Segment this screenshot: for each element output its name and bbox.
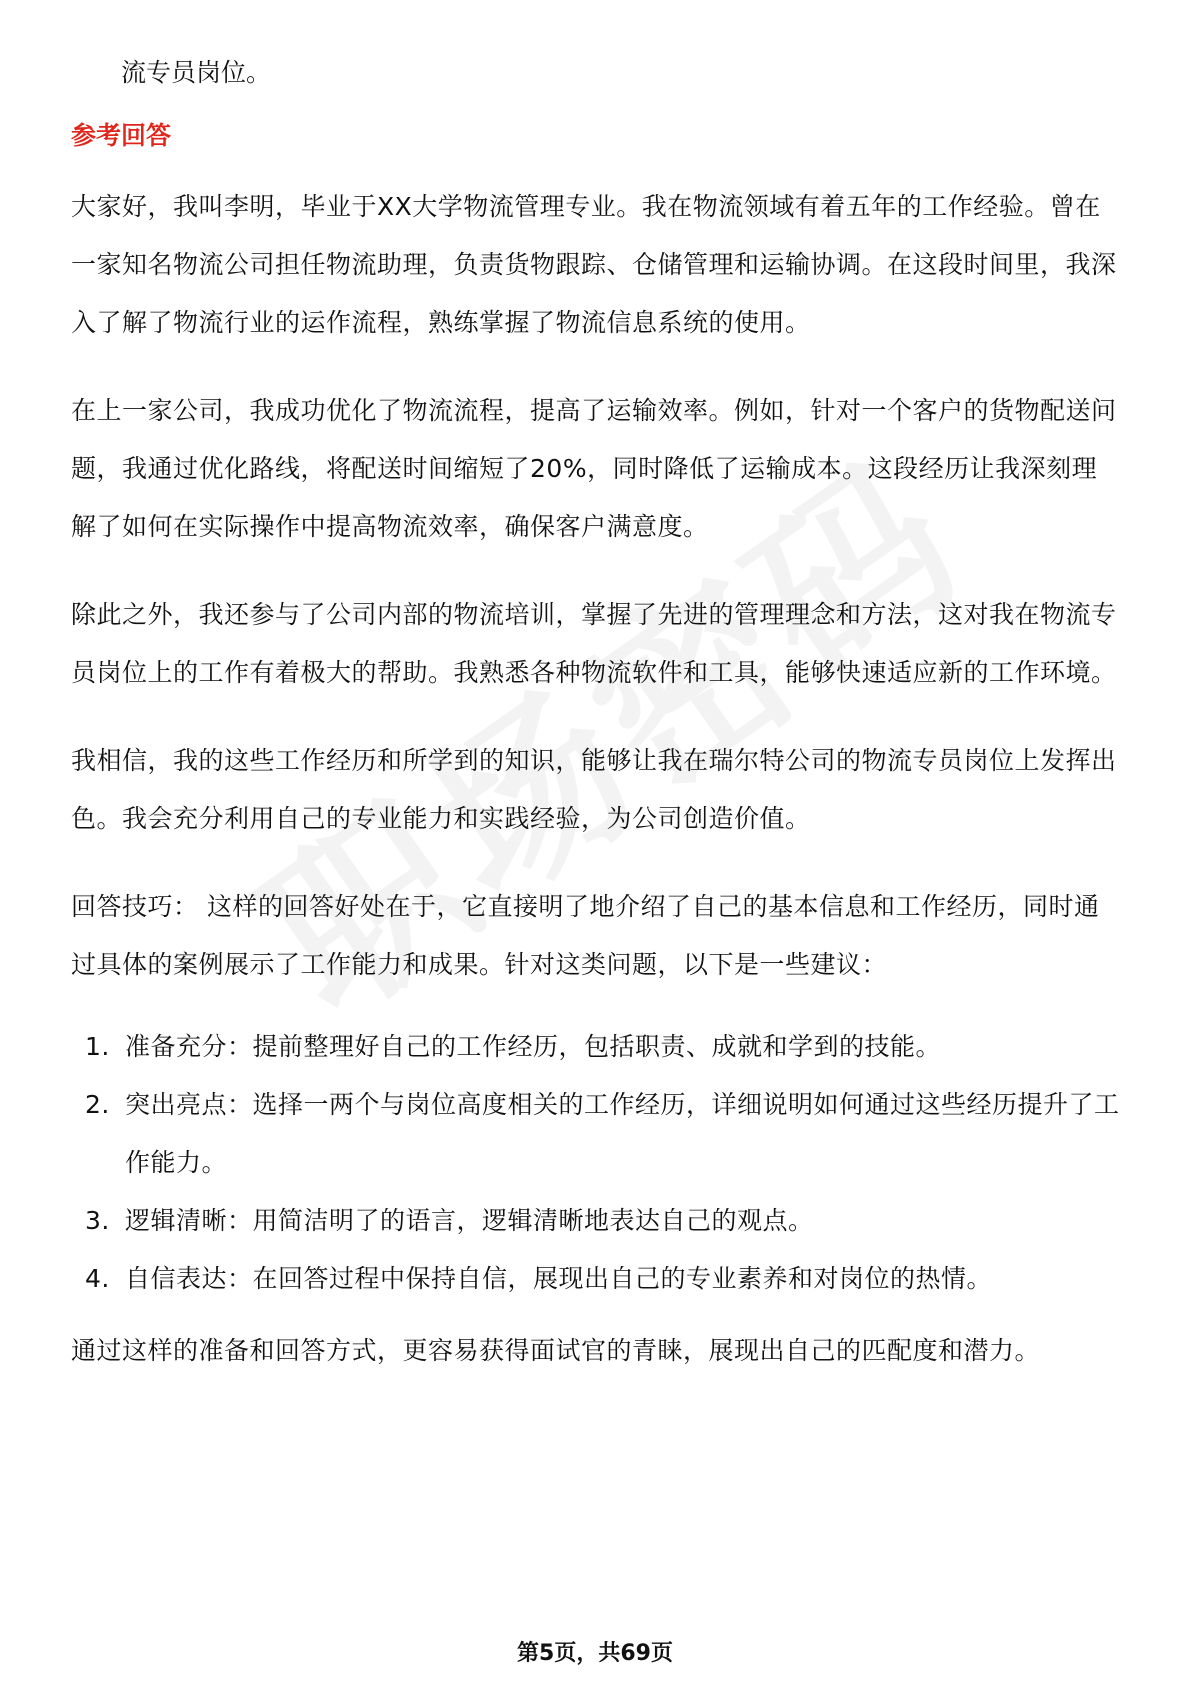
list-item-text: 逻辑清晰：用简洁明了的语言，逻辑清晰地表达自己的观点。 xyxy=(125,1206,814,1235)
list-item-number: 2. xyxy=(85,1090,110,1119)
answer-paragraph-3: 除此之外，我还参与了公司内部的物流培训，掌握了先进的管理理念和方法，这对我在物流专员岗位上的工作有着极大的帮助。我熟悉各种物流软件和工具，能够快速适应新的工作环境。 xyxy=(71,600,1117,687)
tip-paragraph: 回答技巧： 这样的回答好处在于，它直接明了地介绍了自己的基本信息和工作经历，同时通过具体的案例展示了工作能力和成果。针对这类问题，以下是一些建议： xyxy=(71,892,1100,979)
page-content xyxy=(71,44,1121,1380)
answer-paragraph-1: 大家好，我叫李明，毕业于XX大学物流管理专业。我在物流领域有着五年的工作经验。曾在一家知名物流公司担任物流助理，负责货物跟踪、仓储管理和运输协调。在这段时间里，我深入了解了物流行业的运作流程，熟练掌握了物流信息系统的使用。 xyxy=(71,192,1117,337)
list-item xyxy=(71,1192,1121,1250)
list-item xyxy=(71,1250,1121,1308)
section-heading: 参考回答 xyxy=(71,121,172,150)
closing-paragraph: 通过这样的准备和回答方式，更容易获得面试官的青睐，展现出自己的匹配度和潜力。 xyxy=(71,1336,1041,1365)
list-item-number: 4. xyxy=(85,1264,110,1293)
list-item-number: 3. xyxy=(85,1206,110,1235)
tips-list xyxy=(71,1018,1121,1308)
continuation-text: 流专员岗位。 xyxy=(121,58,272,87)
list-item-text: 突出亮点：选择一两个与岗位高度相关的工作经历，详细说明如何通过这些经历提升了工作能力。 xyxy=(125,1090,1120,1177)
list-item xyxy=(71,1076,1121,1192)
list-item xyxy=(71,1018,1121,1076)
list-item-text: 准备充分：提前整理好自己的工作经历，包括职责、成就和学到的技能。 xyxy=(125,1032,942,1061)
list-item-text: 自信表达：在回答过程中保持自信，展现出自己的专业素养和对岗位的热情。 xyxy=(125,1264,993,1293)
answer-paragraph-2: 在上一家公司，我成功优化了物流流程，提高了运输效率。例如，针对一个客户的货物配送问题，我通过优化路线，将配送时间缩短了20%，同时降低了运输成本。这段经历让我深刻理解了如何在实际操作中提高物流效率，确保客户满意度。 xyxy=(71,396,1117,541)
page-footer: 第5页，共69页 xyxy=(517,1641,673,1666)
answer-paragraph-4: 我相信，我的这些工作经历和所学到的知识，能够让我在瑞尔特公司的物流专员岗位上发挥出色。我会充分利用自己的专业能力和实践经验，为公司创造价值。 xyxy=(71,746,1117,833)
list-item-number: 1. xyxy=(85,1032,110,1061)
